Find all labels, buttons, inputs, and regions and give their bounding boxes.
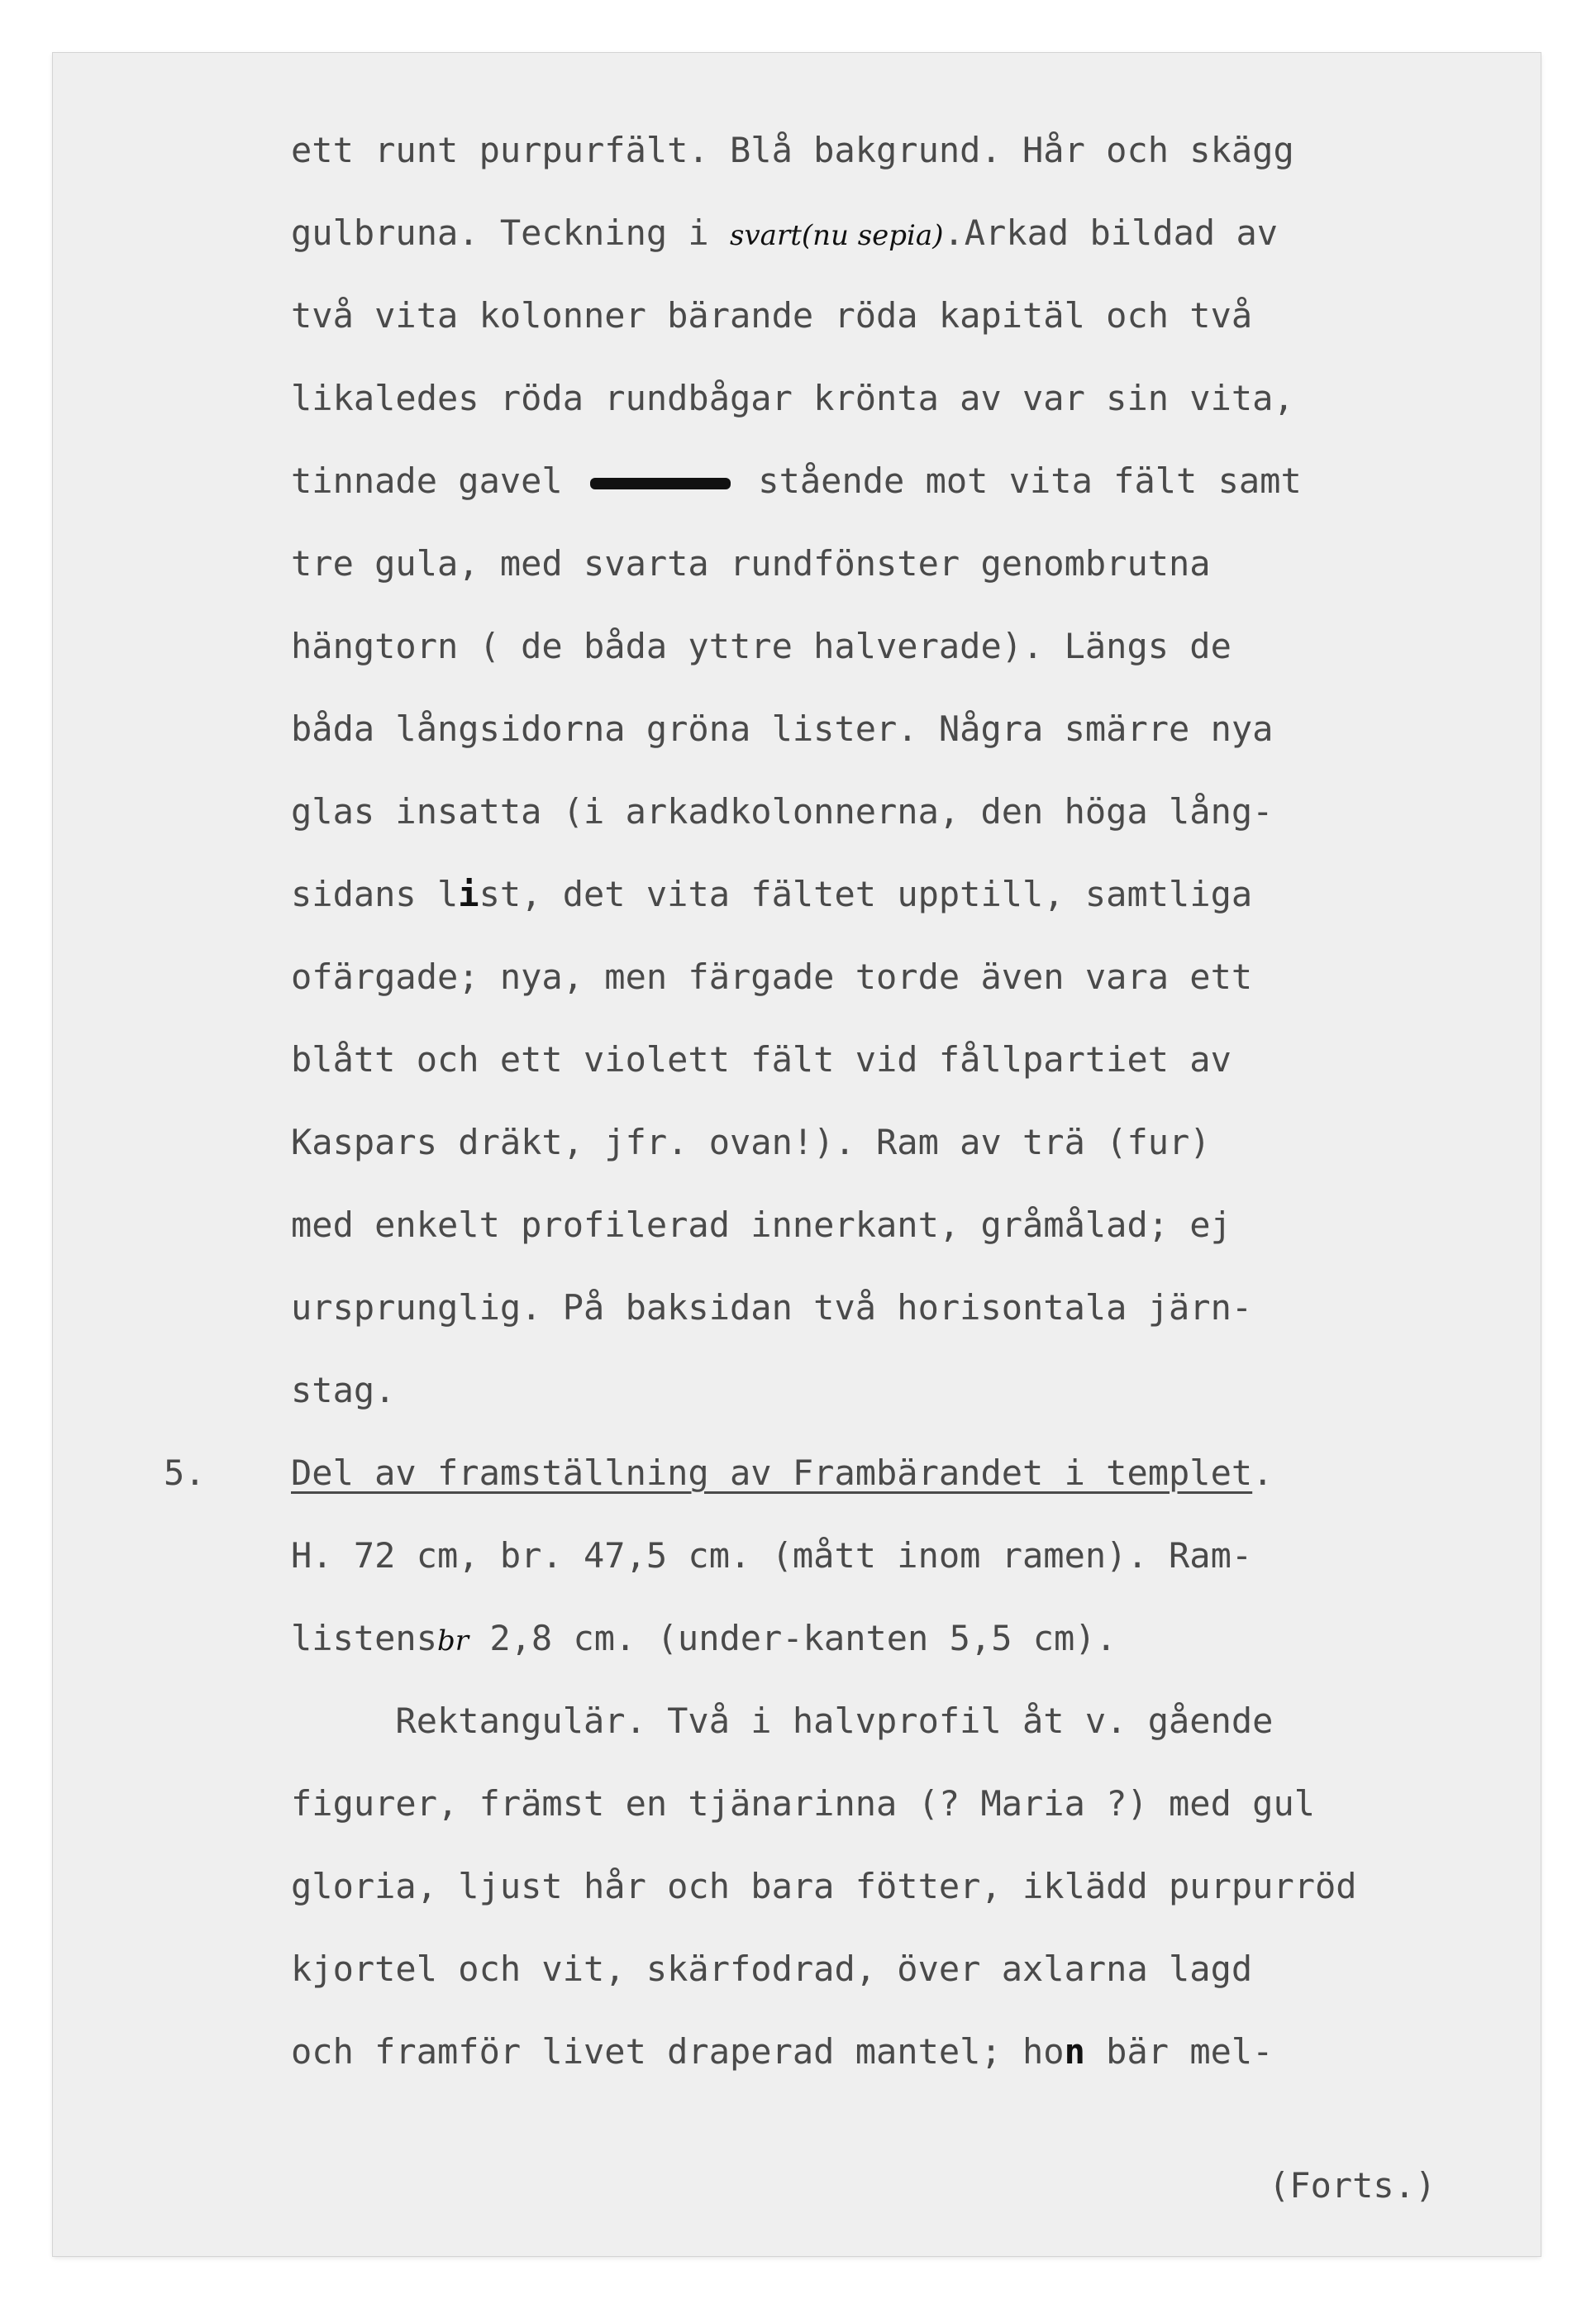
text-line: båda långsidorna gröna lister. Några smärre nya bbox=[291, 708, 1274, 749]
text-line: ett runt purpurfält. Blå bakgrund. Hår och skägg bbox=[291, 130, 1294, 170]
text-line: gloria, ljust hår och bara fötter, iklädd purpurröd bbox=[291, 1866, 1357, 1906]
entry-title-text: Del av framställning av Frambärandet i templet bbox=[291, 1453, 1253, 1493]
continuation-note: (Forts.) bbox=[1269, 2165, 1436, 2206]
text-segment: bär mel- bbox=[1084, 2031, 1274, 2072]
text-line bbox=[291, 1618, 1117, 1662]
text-line: med enkelt profilerad innerkant, gråmålad; ej bbox=[291, 1204, 1232, 1245]
text-segment: gulbruna. Teckning i bbox=[291, 212, 731, 253]
text-segment: 2,8 cm. (under-kanten 5,5 cm). bbox=[469, 1618, 1117, 1658]
overtyped-letter: i bbox=[458, 874, 479, 914]
text-segment: . bbox=[1252, 1453, 1274, 1493]
text-line: tre gula, med svarta rundfönster genombrutna bbox=[291, 543, 1211, 584]
text-line bbox=[291, 212, 1278, 256]
handwritten-insertion: svart(nu sepia) bbox=[730, 219, 944, 252]
text-line bbox=[291, 2031, 1273, 2073]
text-segment: stående mot vita fält samt bbox=[737, 460, 1302, 501]
text-line: kjortel och vit, skärfodrad, över axlarna lagd bbox=[291, 1949, 1253, 1989]
text-line: ursprunglig. På baksidan två horisontala järn- bbox=[291, 1287, 1253, 1328]
text-line: H. 72 cm, br. 47,5 cm. (mått inom ramen). Ram- bbox=[291, 1535, 1253, 1576]
text-line: glas insatta (i arkadkolonnerna, den höga lång- bbox=[291, 791, 1274, 832]
entry-number: 5. bbox=[164, 1453, 206, 1493]
text-line: hängtorn ( de båda yttre halverade). Längs de bbox=[291, 626, 1232, 666]
overtyped-letter: n bbox=[1064, 2031, 1085, 2072]
text-line: Rektangulär. Två i halvprofil åt v. gående bbox=[291, 1701, 1274, 1741]
text-segment: st, det vita fältet upptill, samtliga bbox=[479, 874, 1253, 914]
text-line: ofärgade; nya, men färgade torde även vara ett bbox=[291, 956, 1253, 997]
text-line: stag. bbox=[291, 1370, 396, 1410]
text-segment: tinnade gavel bbox=[291, 460, 584, 501]
text-line: likaledes röda rundbågar krönta av var sin vita, bbox=[291, 378, 1294, 418]
entry-title bbox=[291, 1453, 1273, 1494]
text-segment: och framför livet draperad mantel; ho bbox=[291, 2031, 1065, 2072]
text-line: två vita kolonner bärande röda kapitäl och två bbox=[291, 295, 1253, 336]
struck-out-word bbox=[590, 478, 731, 489]
text-segment: .Arkad bildad av bbox=[943, 212, 1279, 253]
text-line: Kaspars dräkt, jfr. ovan!). Ram av trä (fur) bbox=[291, 1122, 1211, 1162]
text-segment: listens bbox=[291, 1618, 438, 1658]
text-segment: sidans l bbox=[291, 874, 459, 914]
handwritten-insertion: br bbox=[437, 1624, 469, 1658]
text-line bbox=[291, 874, 1252, 915]
text-line: blått och ett violett fält vid fållpartiet av bbox=[291, 1039, 1232, 1080]
text-line bbox=[291, 460, 1302, 502]
text-line: figurer, främst en tjänarinna (? Maria ?) med gul bbox=[291, 1783, 1316, 1824]
